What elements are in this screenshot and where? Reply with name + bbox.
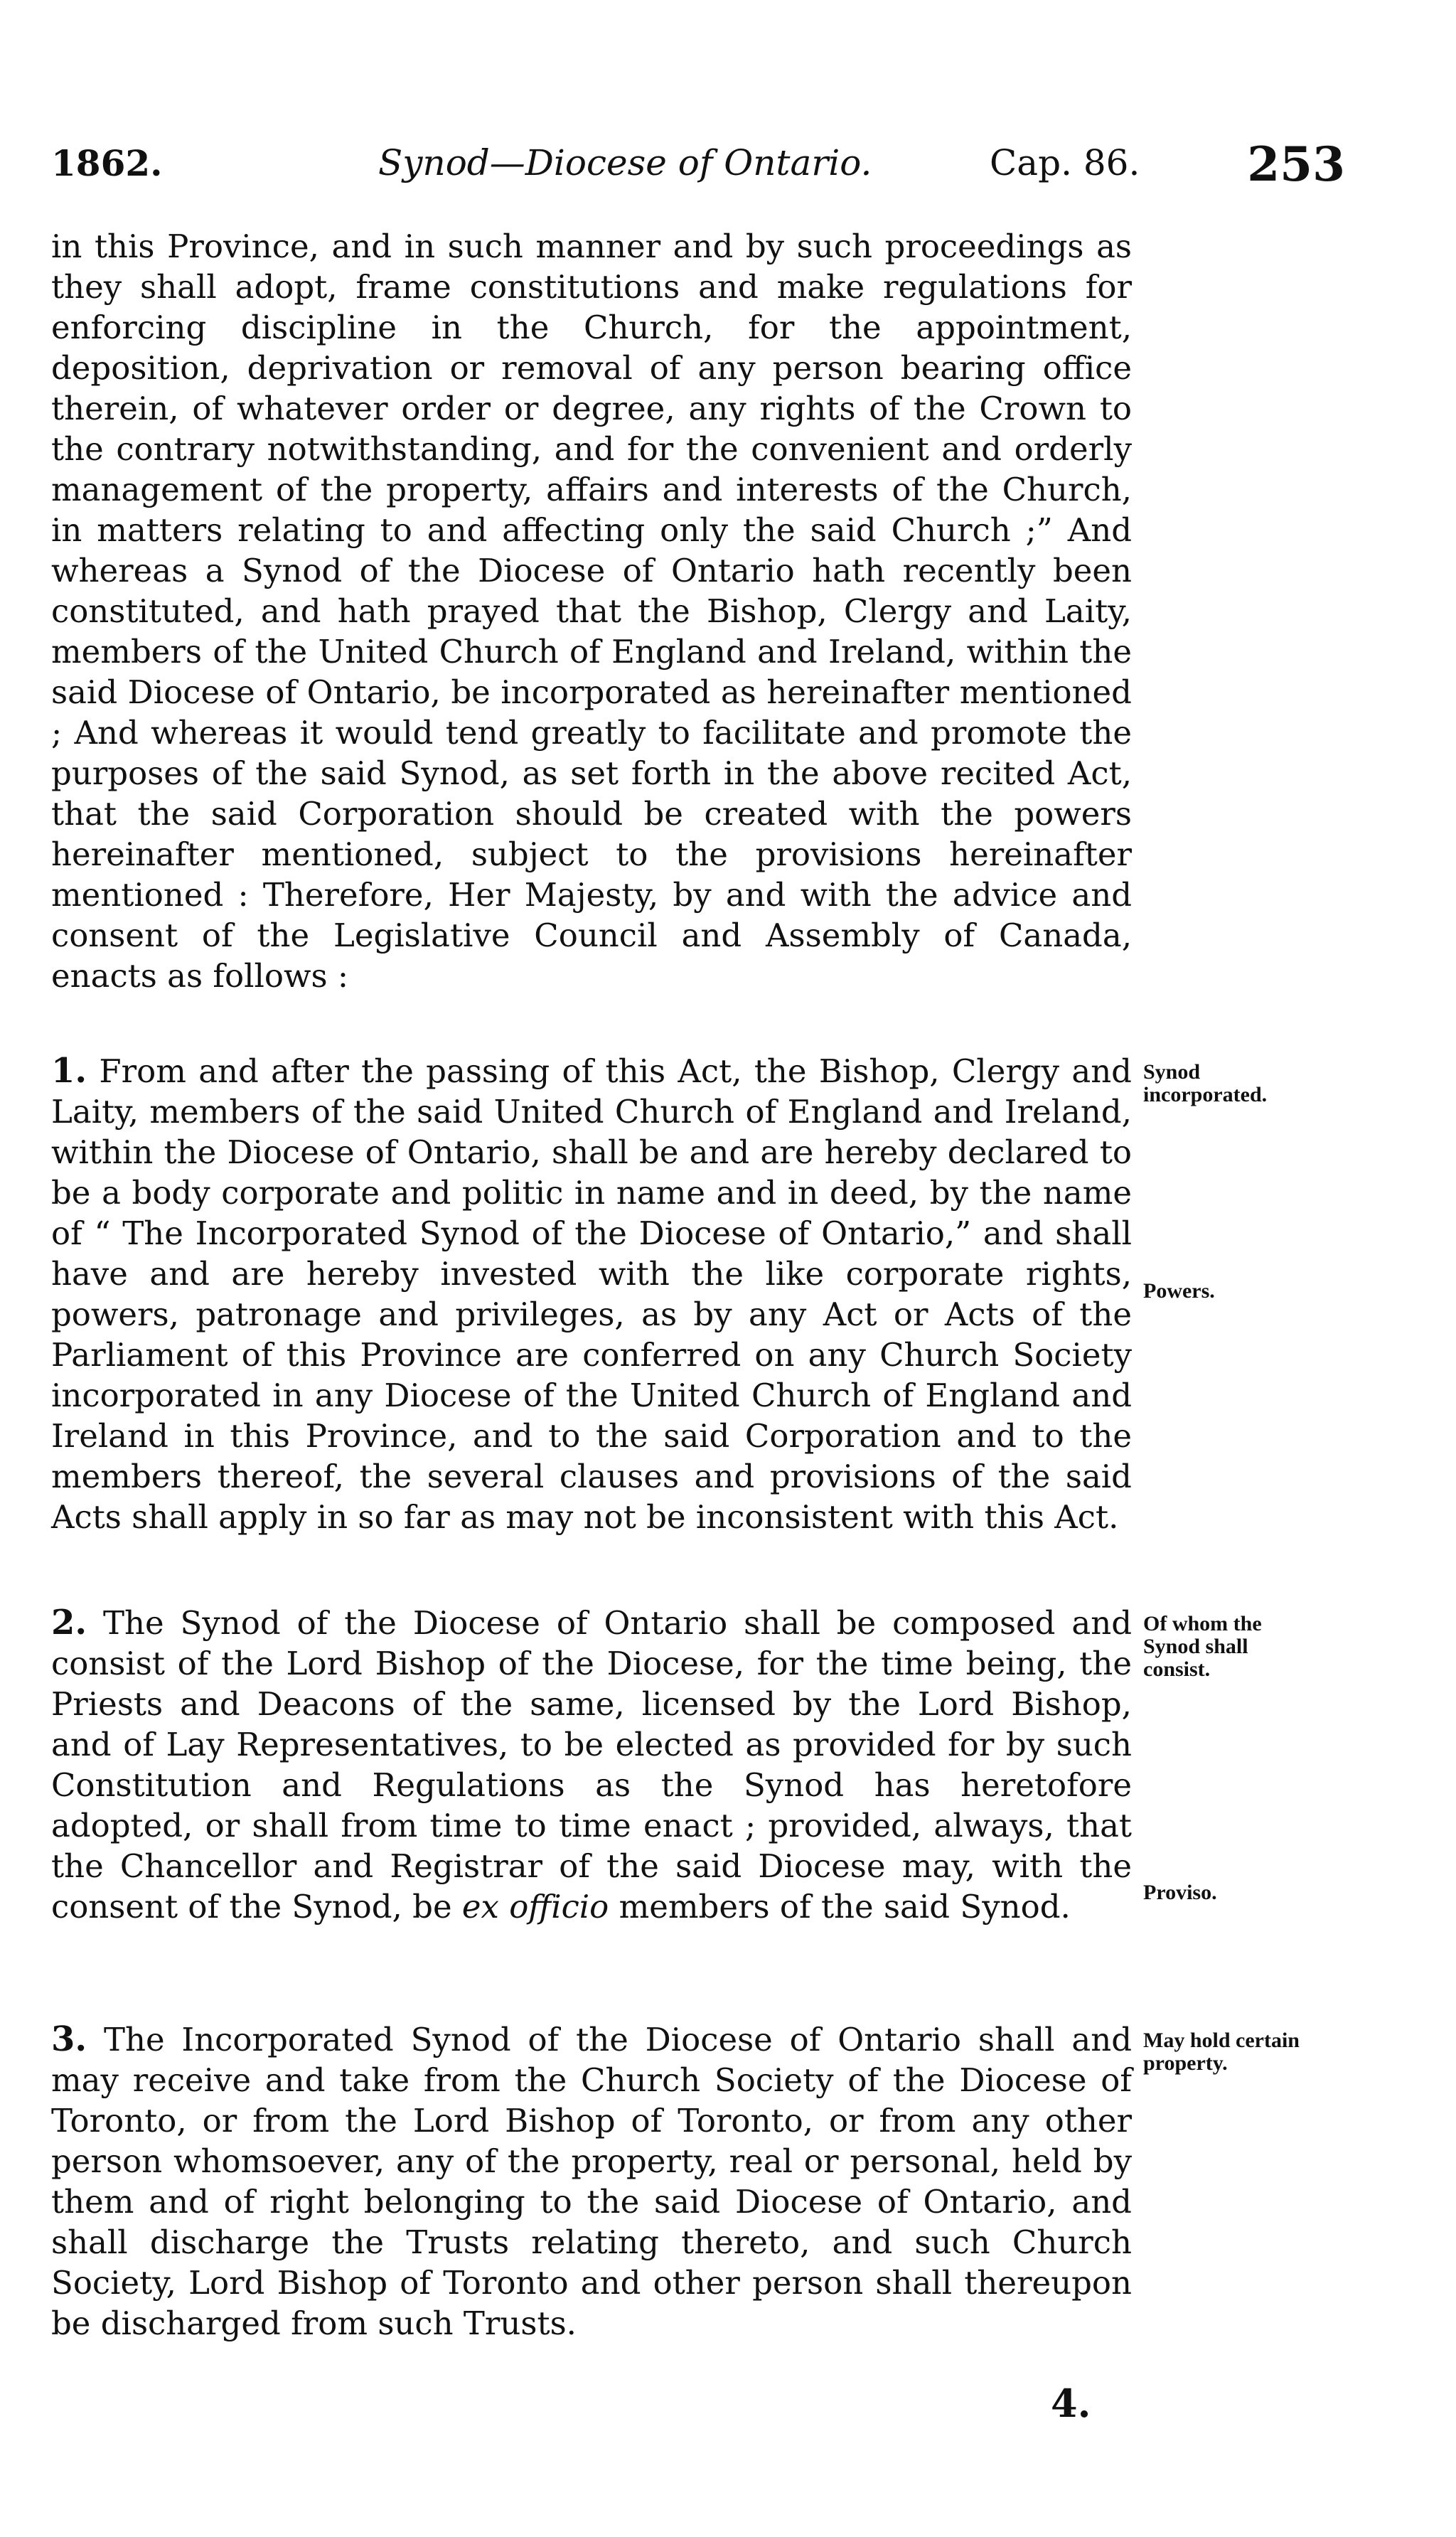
margin-note-powers: Powers. <box>1143 1279 1215 1303</box>
section-2-text-end: members of the said Synod. <box>609 1888 1071 1926</box>
header-title: Synod—Diocese of Ontario. <box>378 142 872 183</box>
header-chapter: Cap. 86. <box>990 142 1140 183</box>
section-2-italic-term: ex officio <box>461 1888 609 1926</box>
preamble-paragraph: in this Province, and in such manner and by such proceedings as they shall adopt, frame constitutions and make regulations for enforcing discipline in the Church, for the appointment, deposition, deprivation or removal of any person bearing office therein, of whatever order or degree, any rights of the Crown to the contrary notwithstanding, and for the convenient and orderly management of the property, affairs and interests of the Church, in matters relating to and affecting only the said Church ;” And whereas a Synod of the Diocese of Ontario hath recently been constituted, and hath prayed that the Bishop, Clergy and Laity, members of the United Church of England and Ireland, within the said Diocese of Ontario, be incorporated as hereinafter mentioned ; And whereas it would tend greatly to facilitate and promote the purposes of the said Synod, as set forth in the above recited Act, that the said Corporation should be created with the powers hereinafter mentioned, subject to the provisions hereinafter mentioned : Therefore, Her Majesty, by and with the advice and consent of the Legislative Council and Assembly of Canada, enacts as follows : <box>51 228 1132 995</box>
catchword: 4. <box>1051 2381 1091 2426</box>
section-2-text: The Synod of the Diocese of Ontario shall be composed and consist of the Lord Bishop of the Diocese, for the time being, the Priests and Deacons of the same, licensed by the Lord Bishop, and of Lay Representatives, to be elected as provided for by such Constitution and Regulations as the Synod has heretofore adopted, or shall from time to time enact ; provided, always, that the Chancellor and Registrar of the said Diocese may, with the consent of the Synod, be <box>51 1604 1132 1926</box>
section-3-text: The Incorporated Synod of the Diocese of Ontario shall and may receive and take from the Church Society of the Diocese of Toronto, or from the Lord Bishop of Toronto, or from any other person whomsoever, any of the property, real or personal, held by them and of right belonging to the said Diocese of Ontario, and shall discharge the Trusts relating thereto, and such Church Society, Lord Bishop of Toronto and other person shall thereupon be discharged from such Trusts. <box>51 2021 1132 2342</box>
margin-note-synod-incorporated: Synod incorporated. <box>1143 1060 1268 1106</box>
section-2-number: 2. <box>51 1603 87 1643</box>
page-number: 253 <box>1247 137 1345 192</box>
header-year: 1862. <box>51 142 163 184</box>
margin-note-proviso: Proviso. <box>1143 1881 1217 1904</box>
section-2 <box>51 1603 1132 1927</box>
margin-note-of-whom-consist: Of whom the Synod shall consist. <box>1143 1612 1262 1681</box>
running-header <box>51 137 1345 199</box>
section-3 <box>51 2019 1132 2344</box>
margin-note-may-hold-property: May hold certain property. <box>1143 2029 1300 2075</box>
section-1 <box>51 1051 1132 1537</box>
section-1-text: From and after the passing of this Act, the Bishop, Clergy and Laity, members of the said United Church of England and Ireland, within the Diocese of Ontario, shall be and are hereby declared to be a body corporate and politic in name and in deed, by the name of “ The Incorporated Synod of the Diocese of Ontario,” and shall have and are hereby invested with the like corporate rights, powers, patronage and privileges, as by any Act or Acts of the Parliament of this Province are conferred on any Church Society incorporated in any Diocese of the United Church of England and Ireland in this Province, and to the said Corporation and to the members thereof, the several clauses and provisions of the said Acts shall apply in so far as may not be inconsistent with this Act. <box>51 1052 1132 1536</box>
section-3-number: 3. <box>51 2019 87 2059</box>
section-1-number: 1. <box>51 1051 87 1091</box>
